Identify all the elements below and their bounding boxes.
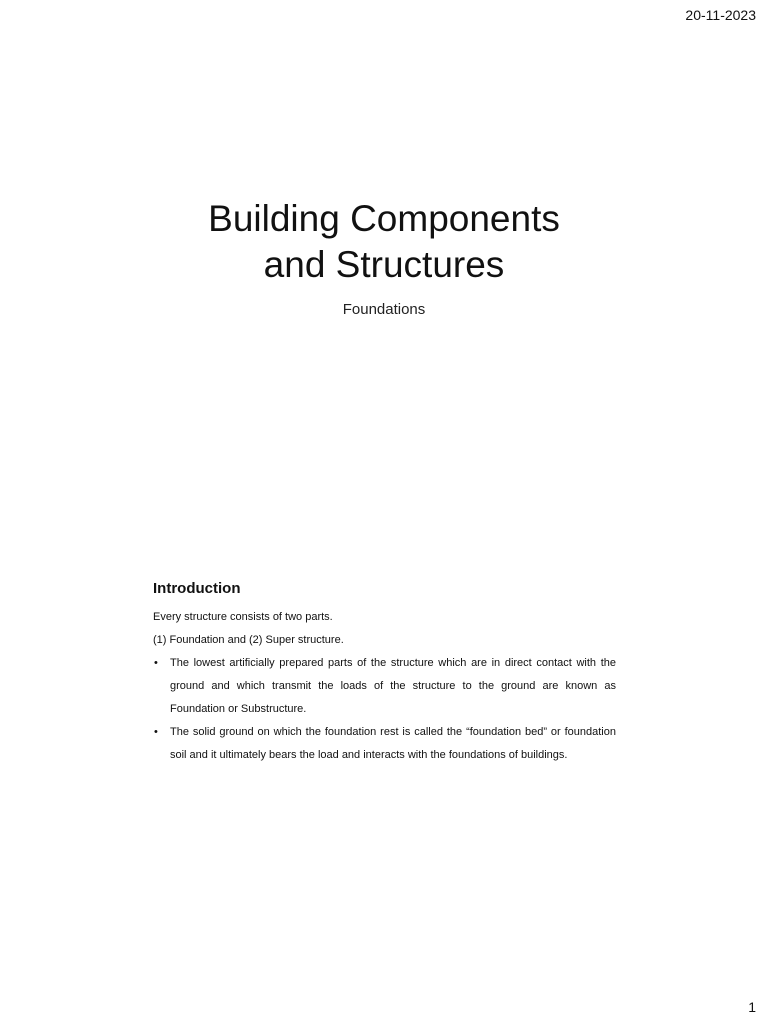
date-label: 20-11-2023 [685,7,756,23]
bullet-item [153,721,616,767]
introduction-section [153,578,616,767]
bullet-item [153,652,616,721]
slide-subtitle: Foundations [342,301,426,318]
intro-line-1: Every structure consists of two parts. [153,611,333,623]
bullet-list [153,652,616,767]
slide-title-line-2: and Structures [263,244,505,285]
bullet-icon: • [154,726,158,738]
slide-title-line-1: Building Components [208,198,560,239]
page-number: 1 [748,999,756,1015]
slide-title [0,196,768,288]
bullet-icon: • [154,657,158,669]
intro-line-2: (1) Foundation and (2) Super structure. [153,634,344,646]
section-heading: Introduction [153,580,241,597]
bullet-text: The lowest artificially prepared parts of the structure which are in direct contact with the ground and which transmit the loads of the structure to the ground are known as Foundation or Substructure. [170,657,616,715]
bullet-text: The solid ground on which the foundation rest is called the “foundation bed” or foundation soil and it ultimately bears the load and interacts with the foundations of buildings. [170,726,616,761]
